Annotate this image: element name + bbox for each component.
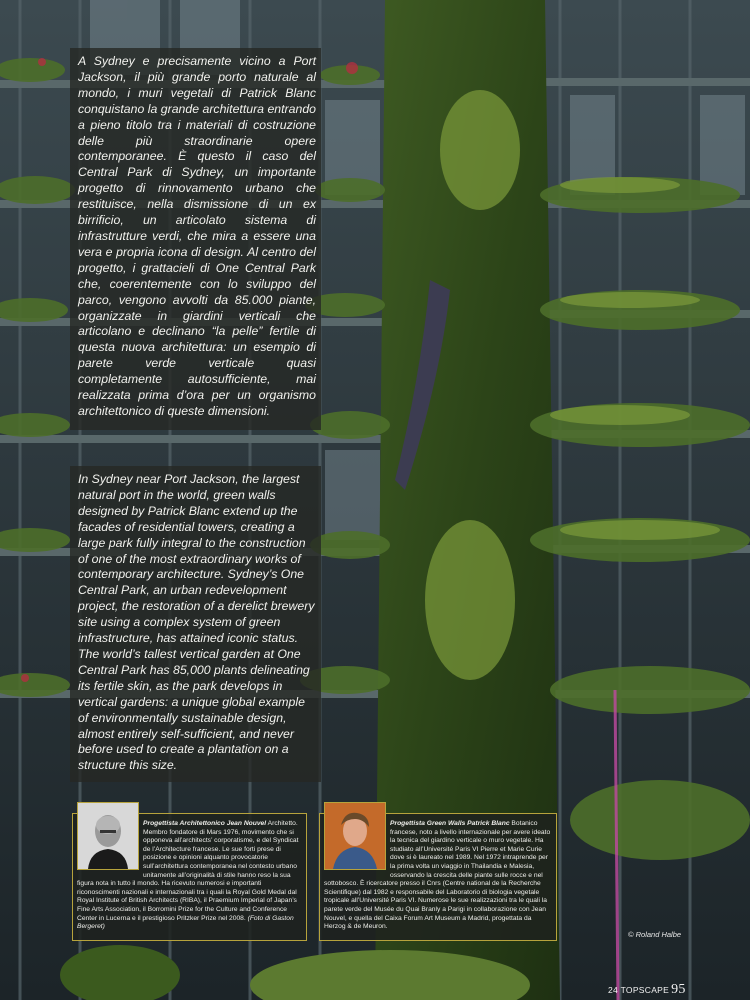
- page-number: 95: [671, 982, 686, 997]
- italian-paragraph: A Sydney e precisamente vicino a Port Jackson, il più grande porto naturale al mondo, i muri vegetali di Patrick Blanc conquistano la grande architettura entrando a pieno titolo tra i materiali di costruzione delle più straordinarie opere contemporanee. È questo il caso del Central Park di Sydney, un importante progetto di rinnovamento urbano che restituisce, nella dismissione di un ex birrificio, un articolato sistema di infrastrutture verdi, che mira a essere una vera e propria icona di design. Al centro del progetto, i grattacieli di One Central Park che, coerentemente con lo sviluppo del parco, vengono avvolti da 85.000 piante, organizzate in giardini verticali che articolano e declinano “la pelle” fertile di questa nuova architettura: un esempio di parete verde verticale quasi completamente autosufficiente, mai realizzata prima d’ora per un organismo architettonico di queste dimensioni.: [78, 54, 316, 418]
- bio-box-patrick-blanc: [319, 813, 557, 941]
- bio-nouvel-title: Progettista Architettonico Jean Nouvel: [143, 820, 267, 827]
- page-folio: [608, 982, 686, 998]
- bio-box-jean-nouvel: [72, 813, 307, 941]
- english-paragraph: In Sydney near Port Jackson, the largest natural port in the world, green walls designed by Patrick Blanc extend up the facades of residential towers, creating a large park fully integral to the construction of one of the most extraordinary works of contemporary architecture. Sydney’s One Central Park, an urban redevelopment project, the restoration of a derelict brewery site using a complex system of green infrastructure, has attained iconic status. The world’s tallest vertical garden at One Central Park has 85,000 plants delineating its fertile skin, as the park develops in vertical gardens: a unique global example of environmentally sustainable design, almost entirely self-sufficient, and never before used to create a plantation on a structure this size.: [78, 472, 315, 773]
- patrick-blanc-portrait: [324, 802, 386, 870]
- photo-credit: © Roland Halbe: [628, 930, 682, 939]
- bio-nouvel-body: Architetto. Membro fondatore di Mars 1976, movimento che si opponeva all’architects’ corporatisme, e del Syndicat de l’Architecture francese. Le sue forti prese di posizione e opinioni alquanto provocatorie sull’architettura contemporanea nel contesto urbano unitamente all’originalità di stile hanno reso la sua figura nota in tutto il mondo. Ha ricevuto numerosi e importanti riconoscimenti nazionali e internazionali tra i quali la Royal Gold Medal dal Royal Institute of British Architects (RIBA), il Praemium Imperial of Japan’s Fine Arts Association, il Borromini Prize for the Culture and Conference Center in Lucerna e il prestigioso Pritzker Prize nel 2008.: [77, 820, 299, 922]
- folio-label: 24 TOPSCAPE: [608, 985, 670, 995]
- italian-text-block: [70, 48, 321, 430]
- bio-nouvel-photo-credit: (Foto di Gaston Bergeret): [77, 914, 294, 931]
- bio-blanc-body: Botanico francese, noto a livello internazionale per avere ideato la tecnica del giardino verticale o muro vegetale. Ha studiato all’Université Paris VI Pierre et Marie Curie dove si è laureato nel 1989. Nel 1972 intraprende per la prima volta un viaggio in Thailandia e Malesia, osservando la crescita delle piante sulle rocce e nel sottobosco. È ricercatore presso il Cnrs (Centre national de la Recherche Scientifique) dal 1982 e responsabile del Laboratorio di biologia vegetale tropicale all’Université Paris VI. Numerose le sue realizzazioni tra le quali la parete verde del Musée du Quai Branly a Parigi in collaborazione con Jean Nouvel, e quella del Caixa Forum Art Museum a Madrid, progettata da Herzog & de Meuron.: [324, 820, 551, 931]
- english-text-block: [70, 466, 321, 782]
- jean-nouvel-portrait: [77, 802, 139, 870]
- bio-blanc-title: Progettista Green Walls Patrick Blanc: [390, 820, 510, 827]
